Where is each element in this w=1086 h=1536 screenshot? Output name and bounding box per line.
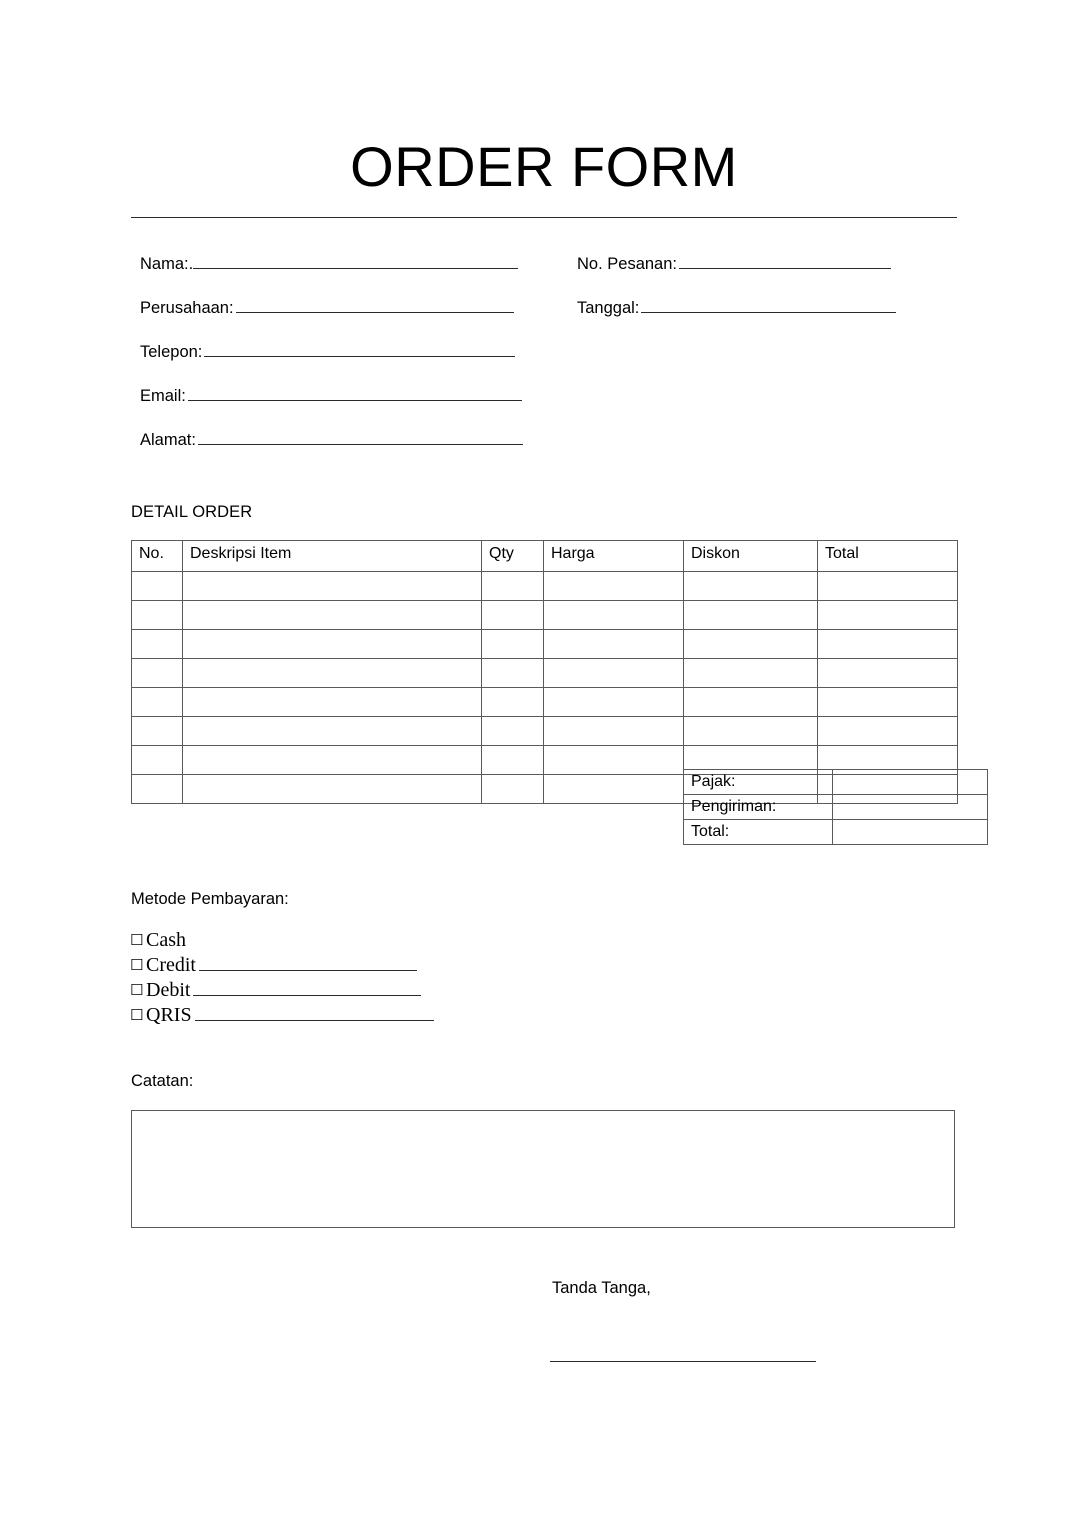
table-cell-harga[interactable] — [544, 601, 684, 630]
table-row — [132, 717, 958, 746]
summary-label-pengiriman: Pengiriman: — [684, 795, 833, 820]
field-no-pesanan[interactable] — [577, 252, 937, 296]
field-nama-input-line[interactable] — [193, 253, 518, 269]
page-title: ORDER FORM — [350, 135, 738, 198]
table-cell-qty[interactable] — [482, 601, 544, 630]
table-cell-no[interactable] — [132, 746, 183, 775]
table-cell-total[interactable] — [818, 717, 958, 746]
field-tanggal-input-line[interactable] — [641, 297, 896, 313]
table-cell-deskripsi[interactable] — [183, 601, 482, 630]
payment-qris-input-line[interactable] — [195, 1004, 434, 1021]
table-cell-no[interactable] — [132, 659, 183, 688]
notes-heading: Catatan: — [131, 1072, 194, 1090]
payment-option-debit[interactable] — [130, 978, 550, 1003]
table-header-row — [132, 541, 958, 572]
table-cell-deskripsi[interactable] — [183, 630, 482, 659]
payment-method-heading: Metode Pembayaran: — [131, 890, 289, 908]
field-email[interactable] — [140, 384, 560, 428]
table-cell-total[interactable] — [818, 630, 958, 659]
field-telepon[interactable] — [140, 340, 560, 384]
order-items-table — [131, 540, 958, 804]
checkbox-icon[interactable]: ☐ — [130, 1006, 144, 1024]
title-divider — [131, 217, 957, 218]
field-alamat-label: Alamat: — [140, 431, 196, 449]
summary-label-total: Total: — [684, 820, 833, 845]
table-cell-total[interactable] — [818, 572, 958, 601]
column-header-harga: Harga — [544, 541, 684, 572]
summary-row-pajak — [684, 770, 988, 795]
payment-option-qris-label: QRIS — [146, 1004, 192, 1026]
table-cell-qty[interactable] — [482, 717, 544, 746]
summary-row-pengiriman — [684, 795, 988, 820]
table-row — [132, 688, 958, 717]
table-cell-harga[interactable] — [544, 659, 684, 688]
payment-option-cash[interactable] — [130, 928, 550, 953]
table-cell-diskon[interactable] — [684, 688, 818, 717]
field-email-label: Email: — [140, 387, 186, 405]
summary-label-pajak: Pajak: — [684, 770, 833, 795]
field-no-pesanan-input-line[interactable] — [679, 253, 891, 269]
table-cell-qty[interactable] — [482, 659, 544, 688]
field-alamat-input-line[interactable] — [198, 429, 523, 445]
table-cell-deskripsi[interactable] — [183, 775, 482, 804]
payment-debit-input-line[interactable] — [193, 979, 421, 996]
table-cell-deskripsi[interactable] — [183, 659, 482, 688]
signature-line[interactable] — [550, 1361, 816, 1362]
column-header-diskon: Diskon — [684, 541, 818, 572]
table-cell-diskon[interactable] — [684, 572, 818, 601]
order-summary-table — [683, 769, 988, 845]
table-cell-total[interactable] — [818, 688, 958, 717]
field-telepon-label: Telepon: — [140, 343, 203, 361]
summary-value-pajak[interactable] — [833, 770, 988, 795]
column-header-qty: Qty — [482, 541, 544, 572]
field-telepon-input-line[interactable] — [204, 341, 515, 357]
contact-fields-right — [577, 252, 937, 340]
field-tanggal-label: Tanggal: — [577, 299, 640, 317]
column-header-total: Total — [818, 541, 958, 572]
table-cell-diskon[interactable] — [684, 601, 818, 630]
summary-value-total[interactable] — [833, 820, 988, 845]
payment-option-cash-label: Cash — [146, 929, 186, 951]
field-perusahaan-label: Perusahaan: — [140, 299, 234, 317]
summary-value-pengiriman[interactable] — [833, 795, 988, 820]
table-cell-no[interactable] — [132, 688, 183, 717]
table-cell-harga[interactable] — [544, 717, 684, 746]
table-cell-total[interactable] — [818, 601, 958, 630]
column-header-deskripsi: Deskripsi Item — [183, 541, 482, 572]
table-row — [132, 659, 958, 688]
summary-row-total — [684, 820, 988, 845]
field-email-input-line[interactable] — [188, 385, 522, 401]
table-cell-harga[interactable] — [544, 746, 684, 775]
field-alamat[interactable] — [140, 428, 560, 472]
contact-fields-left — [140, 252, 560, 472]
field-no-pesanan-label: No. Pesanan: — [577, 255, 677, 273]
field-perusahaan-input-line[interactable] — [236, 297, 514, 313]
payment-method-options — [130, 928, 550, 1028]
table-cell-harga[interactable] — [544, 630, 684, 659]
column-header-no: No. — [132, 541, 183, 572]
table-cell-no[interactable] — [132, 601, 183, 630]
field-perusahaan[interactable] — [140, 296, 560, 340]
table-cell-deskripsi[interactable] — [183, 717, 482, 746]
table-cell-deskripsi[interactable] — [183, 688, 482, 717]
table-cell-no[interactable] — [132, 572, 183, 601]
table-cell-deskripsi[interactable] — [183, 746, 482, 775]
checkbox-icon[interactable]: ☐ — [130, 956, 144, 974]
field-nama-label: Nama:. — [140, 255, 194, 273]
table-cell-no[interactable] — [132, 775, 183, 804]
table-cell-qty[interactable] — [482, 746, 544, 775]
notes-textarea[interactable] — [131, 1110, 955, 1228]
payment-option-credit-label: Credit — [146, 954, 196, 976]
table-cell-qty[interactable] — [482, 572, 544, 601]
detail-order-heading: DETAIL ORDER — [131, 503, 253, 521]
table-cell-no[interactable] — [132, 630, 183, 659]
payment-option-qris[interactable] — [130, 1003, 550, 1028]
table-cell-diskon[interactable] — [684, 630, 818, 659]
table-cell-harga[interactable] — [544, 688, 684, 717]
payment-option-debit-label: Debit — [146, 979, 191, 1001]
table-cell-deskripsi[interactable] — [183, 572, 482, 601]
checkbox-icon[interactable]: ☐ — [130, 931, 144, 949]
payment-credit-input-line[interactable] — [199, 954, 417, 971]
table-cell-qty[interactable] — [482, 630, 544, 659]
table-cell-total[interactable] — [818, 659, 958, 688]
table-cell-diskon[interactable] — [684, 659, 818, 688]
table-cell-harga[interactable] — [544, 572, 684, 601]
table-cell-harga[interactable] — [544, 775, 684, 804]
table-row — [132, 601, 958, 630]
table-row — [132, 572, 958, 601]
field-tanggal[interactable] — [577, 296, 937, 340]
table-cell-diskon[interactable] — [684, 717, 818, 746]
table-cell-qty[interactable] — [482, 775, 544, 804]
table-cell-no[interactable] — [132, 717, 183, 746]
field-nama[interactable] — [140, 252, 560, 296]
table-cell-qty[interactable] — [482, 688, 544, 717]
signature-label: Tanda Tanga, — [552, 1279, 651, 1297]
table-row — [132, 630, 958, 659]
checkbox-icon[interactable]: ☐ — [130, 981, 144, 999]
payment-option-credit[interactable] — [130, 953, 550, 978]
